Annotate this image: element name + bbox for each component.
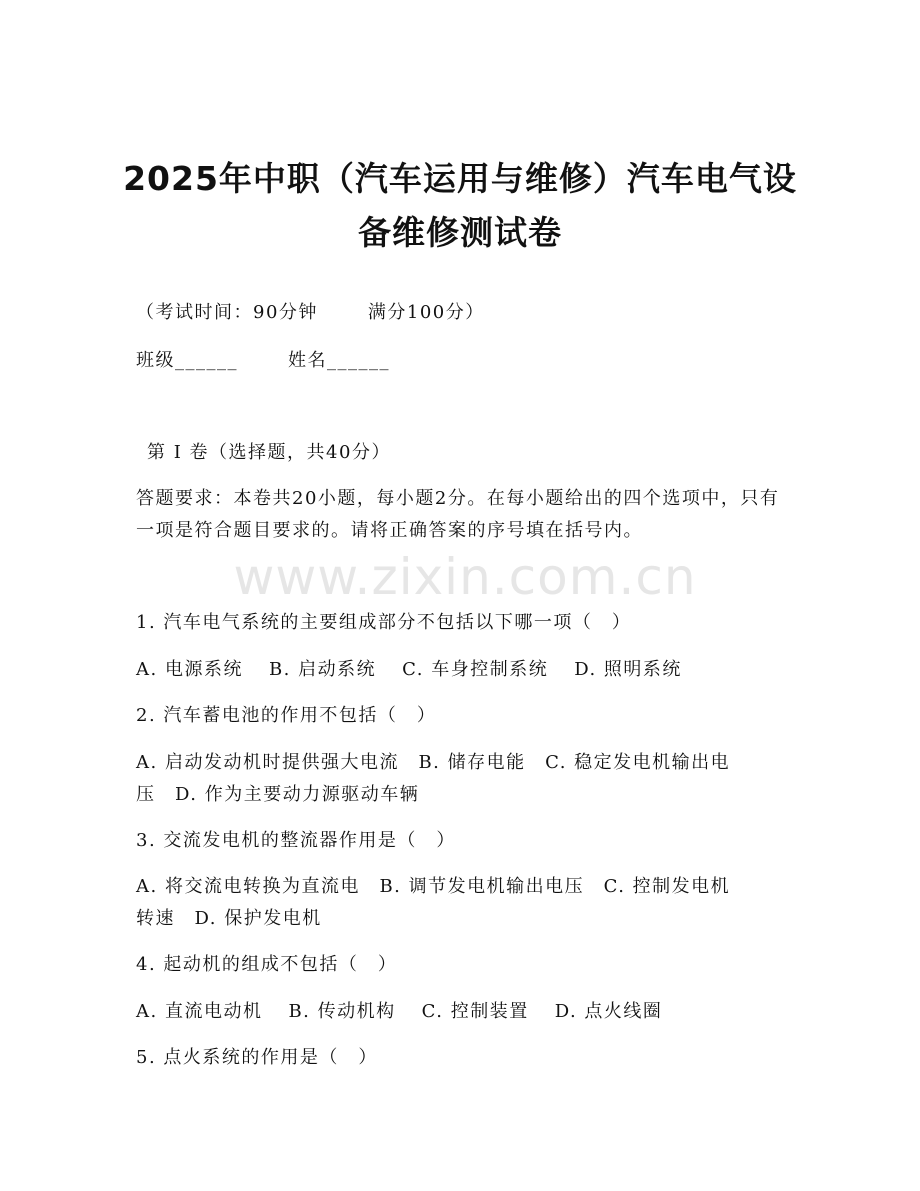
title-line-1: 2025年中职（汽车运用与维修）汽车电气设 bbox=[123, 159, 797, 198]
question-options bbox=[136, 996, 786, 1028]
question-options-line: A. 启动发动机时提供强大电流 B. 储存电能 C. 稳定发电机输出电 bbox=[136, 752, 731, 773]
name-label: 姓名______ bbox=[288, 350, 390, 371]
option-a: A. 电源系统 bbox=[136, 659, 243, 680]
student-info bbox=[136, 345, 786, 377]
question-options bbox=[136, 654, 786, 686]
option-b: B. 启动系统 bbox=[268, 659, 377, 680]
instructions: 答题要求：本卷共20小题，每小题2分。在每小题给出的四个选项中，只有一项是符合题目要求的。请将正确答案的序号填在括号内。 bbox=[136, 488, 780, 541]
page-title bbox=[100, 152, 820, 260]
question-stem: 4. 起动机的组成不包括（ ） bbox=[136, 954, 398, 975]
question-stem: 2. 汽车蓄电池的作用不包括（ ） bbox=[136, 705, 437, 726]
question-options-line: 转速 D. 保护发电机 bbox=[136, 908, 322, 929]
option-a: A. 直流电动机 bbox=[136, 1001, 263, 1022]
option-c: C. 车身控制系统 bbox=[402, 659, 549, 680]
option-b: B. 传动机构 bbox=[288, 1001, 396, 1022]
option-c: C. 控制装置 bbox=[421, 1001, 529, 1022]
option-d: D. 点火线圈 bbox=[554, 1001, 663, 1022]
question-options-line: A. 将交流电转换为直流电 B. 调节发电机输出电压 C. 控制发电机 bbox=[136, 876, 731, 897]
title-line-2: 备维修测试卷 bbox=[358, 213, 562, 252]
exam-time: （考试时间：90分钟 bbox=[136, 302, 318, 323]
option-d: D. 照明系统 bbox=[574, 659, 682, 680]
full-score: 满分100分） bbox=[367, 302, 485, 323]
class-label: 班级______ bbox=[136, 350, 238, 371]
question-options-line: 压 D. 作为主要动力源驱动车辆 bbox=[136, 784, 420, 805]
exam-info bbox=[136, 297, 786, 329]
question-stem: 5. 点火系统的作用是（ ） bbox=[136, 1047, 378, 1068]
section-title: 第 I 卷（选择题，共40分） bbox=[147, 442, 391, 463]
watermark: www.zixin.com.cn bbox=[233, 548, 697, 606]
question-stem: 1. 汽车电气系统的主要组成部分不包括以下哪一项（ ） bbox=[136, 612, 632, 633]
question-stem: 3. 交流发电机的整流器作用是（ ） bbox=[136, 830, 456, 851]
